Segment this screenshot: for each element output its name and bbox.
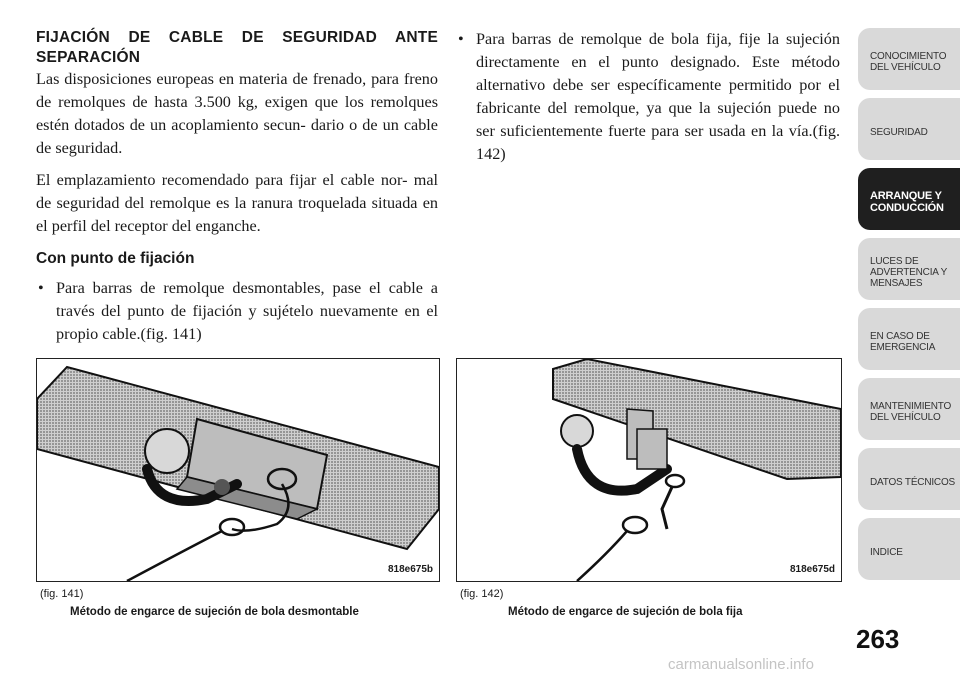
right-column	[456, 28, 840, 166]
bullet-text: Para barras de remolque de bola fija, fije la sujeción directamente en el punto designado. Este método alternativo debe ser específicamente permitido por el fabricante del remolque, ya que la sujeción puede no ser suficientemente fuerte para ser usada en la vía.(fig. 142)	[476, 30, 840, 163]
figure-141-illustration	[36, 358, 440, 582]
tab-indice[interactable]: INDICE	[858, 518, 960, 580]
bullet-fixed-ball	[456, 28, 840, 166]
section-heading: FIJACIÓN DE CABLE DE SEGURIDAD ANTE SEPARACIÓN	[36, 29, 438, 66]
bullet-glyph: •	[38, 279, 44, 297]
tab-luces-de-advertencia[interactable]: LUCES DE ADVERTENCIA Y MENSAJES	[858, 238, 960, 300]
figure-code: 818e675b	[387, 564, 433, 575]
paragraph-location: El emplazamiento recomendado para fijar el cable nor- mal de seguridad del remolque es la ranura troquelada situada en el perfil del receptor del enganche.	[36, 171, 438, 235]
tab-seguridad[interactable]: SEGURIDAD	[858, 98, 960, 160]
tab-en-caso-de-emergencia[interactable]: EN CASO DE EMERGENCIA	[858, 308, 960, 370]
figure-141-caption: Método de engarce de sujeción de bola desmontable	[70, 606, 359, 618]
left-column	[36, 28, 438, 346]
figure-142-reference: (fig. 142)	[460, 588, 504, 600]
tab-datos-tecnicos[interactable]: DATOS TÉCNICOS	[858, 448, 960, 510]
subheading-fixing-point: Con punto de fijación	[36, 250, 195, 267]
figure-code: 818e675d	[789, 564, 835, 575]
tab-mantenimiento-del-vehiculo[interactable]: MANTENIMIENTO DEL VEHÍCULO	[858, 378, 960, 440]
figure-142-caption: Método de engarce de sujeción de bola fija	[508, 606, 743, 618]
figure-142-illustration	[456, 358, 842, 582]
watermark: carmanualsonline.info	[668, 656, 814, 673]
page-number: 263	[856, 624, 900, 654]
figure-141-reference: (fig. 141)	[40, 588, 84, 600]
bullet-removable-bar	[36, 277, 438, 346]
bullet-text: Para barras de remolque desmontables, pase el cable a través del punto de fijación y sujételo nuevamente en el propio cable.(fig. 141)	[56, 279, 438, 343]
paragraph-regulations: Las disposiciones europeas en materia de frenado, para freno de remolques de hasta 3.500 kg, exigen que los remolques estén dotados de un acoplamiento secun- dario o de un cable de seguridad.	[36, 70, 438, 157]
tab-conocimiento-del-vehiculo[interactable]: CONOCIMIENTO DEL VEHÍCULO	[858, 28, 960, 90]
bullet-glyph: •	[458, 30, 464, 48]
section-tabs	[858, 28, 960, 588]
tab-arranque-y-conduccion[interactable]: ARRANQUE Y CONDUCCIÓN	[858, 168, 960, 230]
